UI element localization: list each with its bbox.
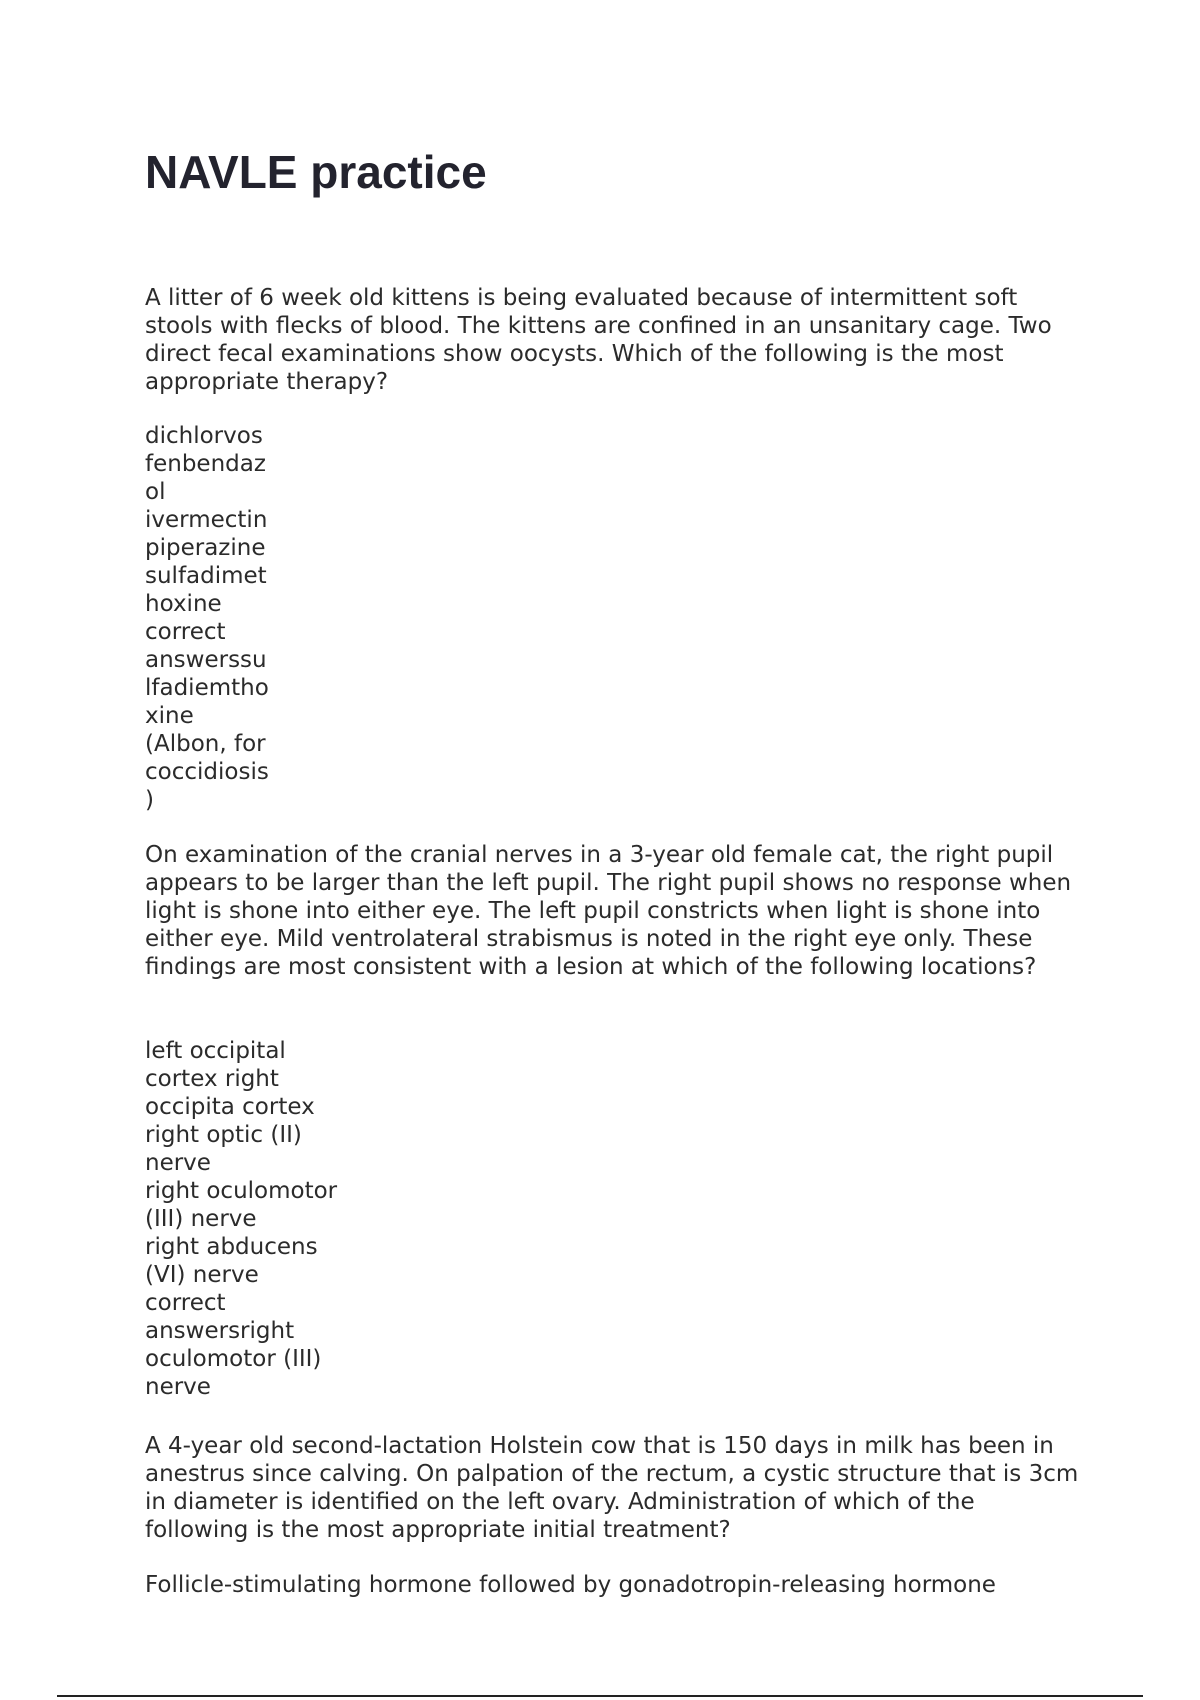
page-title: NAVLE practice	[145, 146, 487, 198]
page-bottom-rule	[57, 1695, 1143, 1697]
answer-line: right abducens	[145, 1234, 318, 1260]
question-2-answers	[145, 1037, 337, 1401]
question-3-answers	[145, 1571, 996, 1599]
answer-line: sulfadimet	[145, 563, 267, 589]
question-1-text: A litter of 6 week old kittens is being evaluated because of intermittent soft stools with flecks of blood. The kittens are confined in an unsanitary cage. Two direct fecal examinations show oocysts. Which of the following is the most appropriate therapy?	[145, 285, 1052, 395]
question-1-answers	[145, 422, 269, 814]
answer-line: ol	[145, 479, 166, 505]
answer-line: answersright	[145, 1318, 295, 1344]
answer-line: (VI) nerve	[145, 1262, 259, 1288]
answer-line: ivermectin	[145, 507, 268, 533]
answer-line: nerve	[145, 1150, 211, 1176]
answer-line: correct	[145, 619, 226, 645]
answer-line: (III) nerve	[145, 1206, 257, 1232]
answer-line: right optic (II)	[145, 1122, 302, 1148]
answer-line: )	[145, 787, 154, 813]
answer-line: correct	[145, 1290, 226, 1316]
answer-line: piperazine	[145, 535, 266, 561]
answer-line: right oculomotor	[145, 1178, 338, 1204]
answer-line: left occipital	[145, 1038, 286, 1064]
question-2-text: On examination of the cranial nerves in a 3-year old female cat, the right pupil appears to be larger than the left pupil. The right pupil shows no response when light is shone into either eye. The left pupil constricts when light is shone into either eye. Mild ventrolateral strabismus is noted in the right eye only. These findings are most consistent with a lesion at which of the following locations?	[145, 842, 1072, 980]
answer-line: answerssu	[145, 647, 267, 673]
answer-line: cortex right	[145, 1066, 279, 1092]
answer-line: fenbendaz	[145, 451, 266, 477]
answer-line: Follicle-stimulating hormone followed by gonadotropin-releasing hormone	[145, 1572, 996, 1598]
answer-line: xine	[145, 703, 194, 729]
answer-line: dichlorvos	[145, 423, 263, 449]
answer-line: occipita cortex	[145, 1094, 315, 1120]
answer-line: coccidiosis	[145, 759, 269, 785]
answer-line: lfadiemtho	[145, 675, 269, 701]
question-3-text: A 4-year old second-lactation Holstein cow that is 150 days in milk has been in anestrus since calving. On palpation of the rectum, a cystic structure that is 3cm in diameter is identified on the left ovary. Administration of which of the following is the most appropriate initial treatment?	[145, 1433, 1079, 1543]
answer-line: oculomotor (III)	[145, 1346, 322, 1372]
answer-line: nerve	[145, 1374, 211, 1400]
answer-line: hoxine	[145, 591, 222, 617]
answer-line: (Albon, for	[145, 731, 266, 757]
